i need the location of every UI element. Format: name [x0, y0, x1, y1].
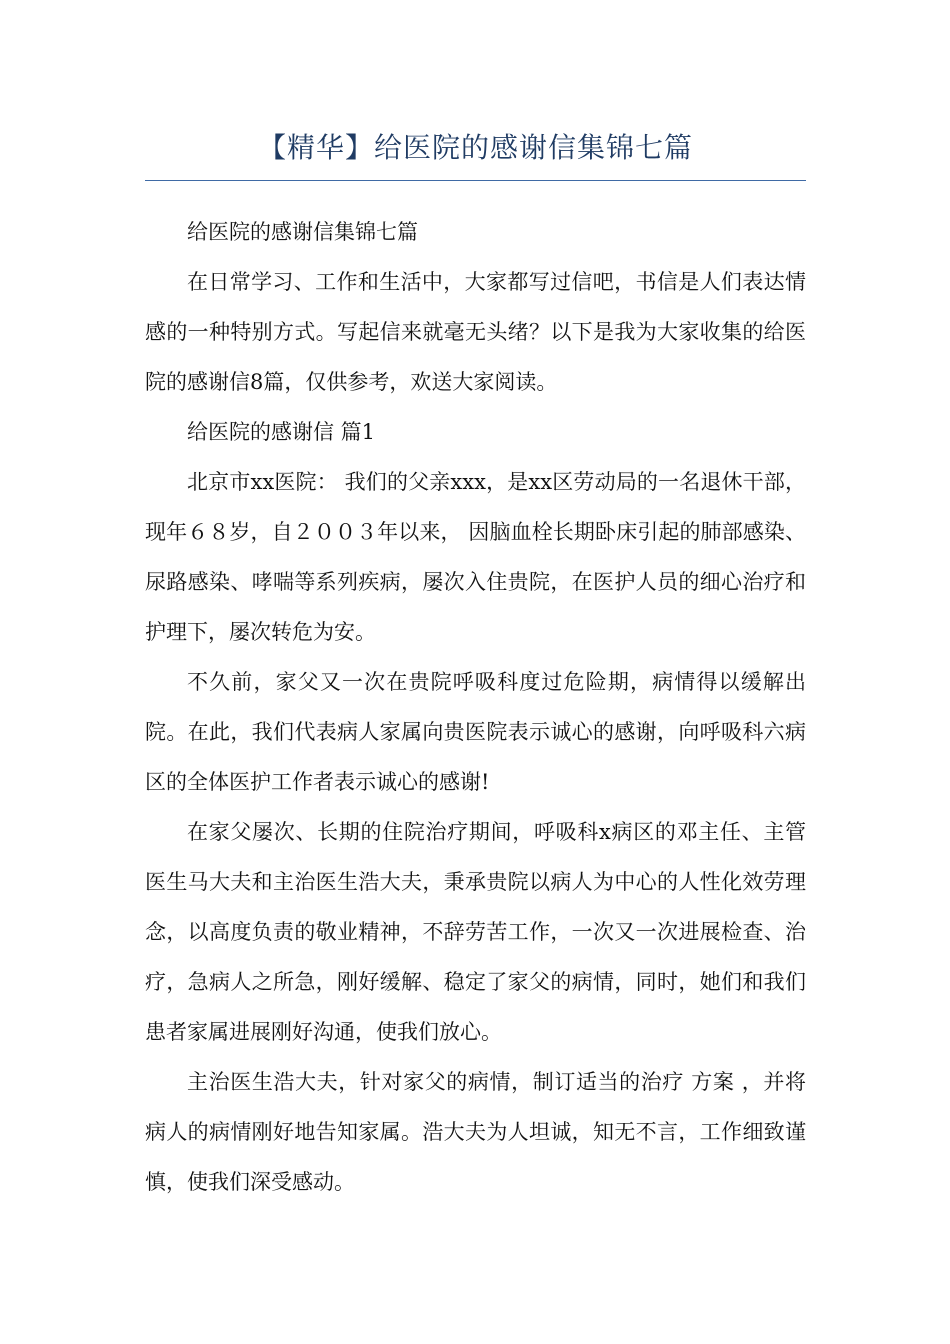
title-underline [145, 180, 806, 181]
letter-paragraph: 北京市xx医院： 我们的父亲xxx，是xx区劳动局的一名退休干部，现年６８岁，自２００３年以来， 因脑血栓长期卧床引起的肺部感染、尿路感染、哮喘等系列疾病，屡次入住贵院，在医护人员的细心治疗和护理下，屡次转危为安。 [145, 470, 806, 644]
intro-paragraph: 在日常学习、工作和生活中，大家都写过信吧，书信是人们表达情感的一种特别方式。写起信来就毫无头绪？以下是我为大家收集的给医院的感谢信8篇，仅供参考，欢送大家阅读。 [145, 270, 806, 394]
letter-paragraph: 在家父屡次、长期的住院治疗期间，呼吸科x病区的邓主任、主管医生马大夫和主治医生浩大夫，秉承贵院以病人为中心的人性化效劳理念，以高度负责的敬业精神，不辞劳苦工作，一次又一次进展检查、治疗，急病人之所急，刚好缓解、稳定了家父的病情，同时，她们和我们患者家属进展刚好沟通，使我们放心。 [145, 820, 806, 1044]
letter-paragraph: 不久前，家父又一次在贵院呼吸科度过危险期，病情得以缓解出院。在此，我们代表病人家属向贵医院表示诚心的感谢，向呼吸科六病区的全体医护工作者表示诚心的感谢! [145, 670, 806, 794]
section-heading: 给医院的感谢信 篇1 [187, 420, 376, 444]
document-title: 【精华】给医院的感谢信集锦七篇 [257, 131, 693, 164]
letter-paragraph: 主治医生浩大夫，针对家父的病情，制订适当的治疗 方案 ，并将病人的病情刚好地告知家属。浩大夫为人坦诚，知无不言，工作细致谨慎，使我们深受感动。 [145, 1070, 806, 1194]
document-body [145, 207, 806, 1207]
subtitle-paragraph: 给医院的感谢信集锦七篇 [187, 220, 418, 244]
